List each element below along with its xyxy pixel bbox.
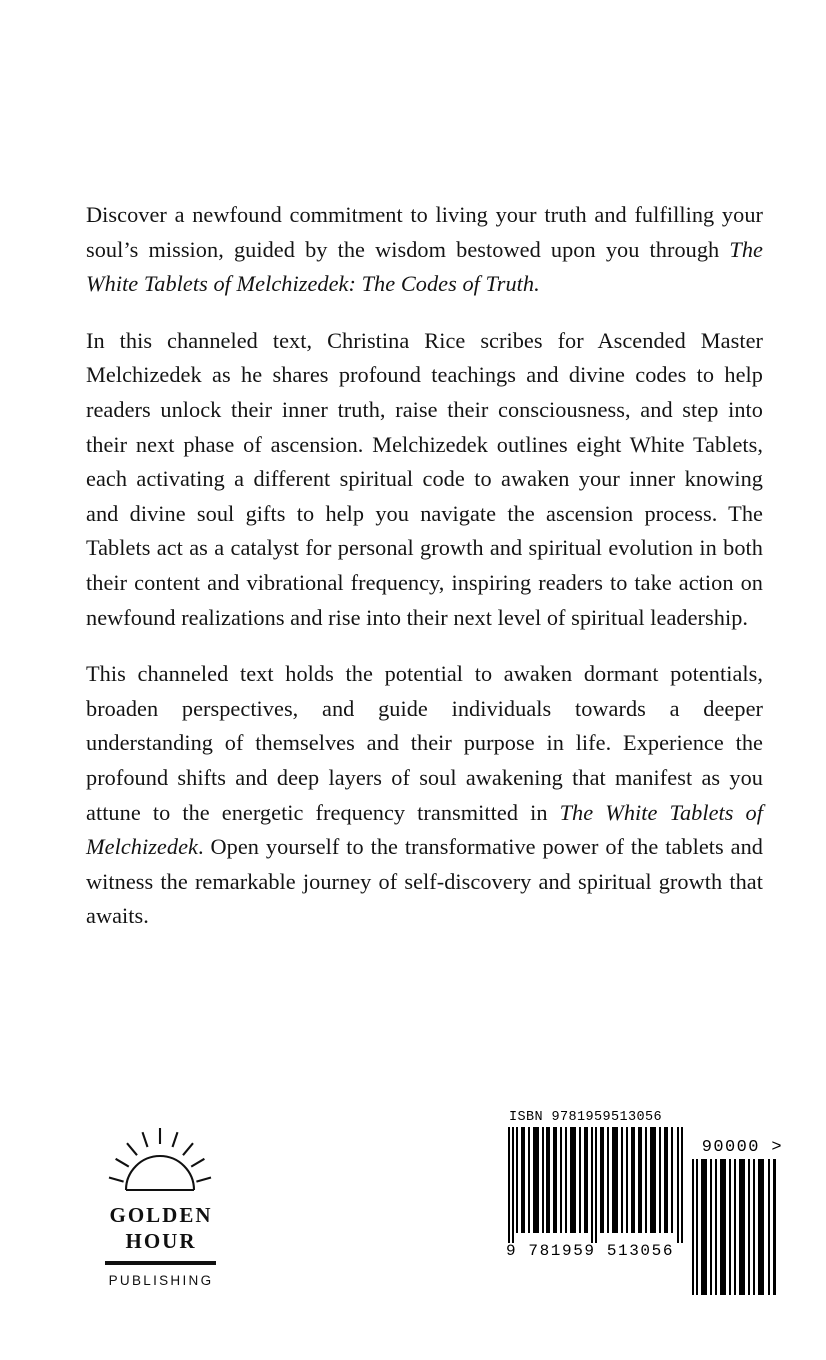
- book-title-italic-short: The White Tablets of Melchizedek: [86, 799, 763, 860]
- isbn-caption: ISBN 9781959513056: [509, 1110, 663, 1125]
- price-addon-bars: [690, 1159, 778, 1295]
- book-title-italic: The White Tablets of Melchizedek: The Codes of Truth.: [86, 236, 763, 297]
- blurb-paragraph-2: [86, 324, 763, 635]
- ean13-bars: [505, 1127, 691, 1243]
- publisher-name-line-2: HOUR: [125, 1229, 197, 1253]
- ean13-barcode: [505, 1110, 691, 1260]
- logo-divider-rule: [105, 1261, 216, 1265]
- price-addon-caption: 90000 >: [701, 1138, 783, 1157]
- barcode-zone: [505, 1110, 785, 1305]
- ean13-human-readable: 9 781959 513056: [506, 1242, 675, 1260]
- paragraph-1-roman-segment: Discover a newfound commitment to living your truth and fulfilling your soul’s mission, guided by the wisdom bestowed upon you through: [86, 202, 763, 262]
- blurb-paragraph-3: [86, 657, 763, 934]
- price-addon-barcode: [690, 1138, 785, 1295]
- paragraph-2-roman-segment: In this channeled text, Christina Rice scribes for Ascended Master Melchizedek as he shares profound teachings and divine codes to help readers unlock their inner truth, raise their consciousness, and step into their next phase of ascension. Melchizedek outlines eight White Tablets, each activating a different spiritual code to awaken your inner knowing and divine soul gifts to help you navigate the ascension process. The Tablets act as a catalyst for personal growth and spiritual evolution in both their content and vibrational frequency, inspiring readers to take action on newfound realizations and rise into their next level of spiritual leadership.: [86, 327, 763, 630]
- back-cover-blurb: [86, 198, 763, 934]
- publisher-logo: [70, 1124, 250, 1288]
- publisher-subtitle: PUBLISHING: [108, 1273, 214, 1288]
- rising-sun-icon: [101, 1124, 219, 1196]
- paragraph-3-roman-segment-b: . Open yourself to the transformative power of the tablets and witness the remarkable journey of self-discovery and spiritual growth that awaits.: [86, 834, 763, 929]
- blurb-paragraph-1: [86, 198, 763, 302]
- paragraph-3-roman-segment-a: This channeled text holds the potential to awaken dormant potentials, broaden perspectives, and guide individuals towards a deeper understanding of themselves and their purpose in life. Experience the profound shifts and deep layers of soul awakening that manifest as you attune to the energetic frequency transmitted in: [86, 661, 763, 825]
- publisher-name-line-1: GOLDEN: [109, 1203, 213, 1227]
